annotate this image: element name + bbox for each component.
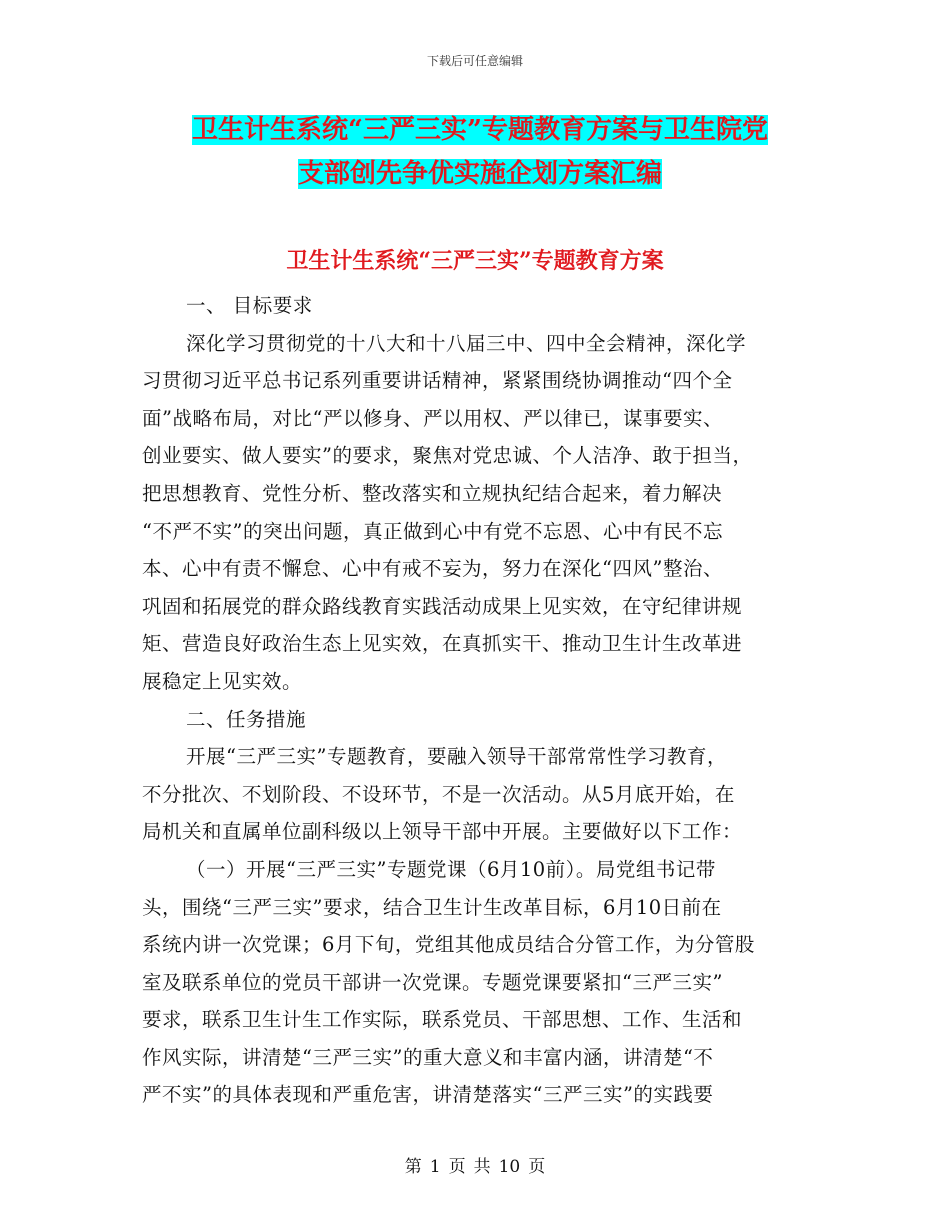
document-body [142,287,802,1114]
paragraph-line: 系统内讲一次党课；6月下旬，党组其他成员结合分管工作，为分管股 [142,933,755,957]
paragraph-line: 展稳定上见实效。 [142,669,303,693]
paragraph-line: 严不实”的具体表现和严重危害，讲清楚落实“三严三实”的实践要 [142,1083,714,1107]
paragraph-line: （一）开展“三严三实”专题党课（6月10前）。局党组书记带 [186,857,716,881]
paragraph-line: 巩固和拓展党的群众路线教育实践活动成果上见实效，在守纪律讲规 [142,594,743,618]
paragraph-line: 本、心中有责不懈怠、心中有戒不妄为，努力在深化“四风”整治、 [142,557,723,581]
paragraph-line: 不分批次、不划阶段、不设环节，不是一次活动。从5月底开始，在 [142,782,735,806]
paragraph-line: 室及联系单位的党员干部讲一次党课。专题党课要紧扣“三严三实” [142,970,723,994]
paragraph-line: 作风实际，讲清楚“三严三实”的重大意义和丰富内涵，讲清楚“不 [142,1045,714,1069]
paragraph-line: 要求，联系卫生计生工作实际，联系党员、干部思想、工作、生活和 [142,1008,743,1032]
footer-prefix: 第 [404,1157,422,1177]
title-highlight-1: 卫生计生系统“三严三实”专题教育方案与卫生院党 [192,115,768,145]
paragraph-line: 开展“三严三实”专题教育，要融入领导干部常常性学习教育， [186,745,727,769]
paragraph-line: 面”战略布局，对比“严以修身、严以用权、严以律已，谋事要实、 [142,406,723,430]
paragraph-line: 头，围绕“三严三实”要求，结合卫生计生改革目标，6月10日前在 [142,895,722,919]
paragraph-line: 局机关和直属单位副科级以上领导干部中开展。主要做好以下工作： [142,820,743,844]
footer-page-number: 1 [429,1157,441,1177]
heading-goals: 一、 目标要求 [186,294,313,317]
document-title-line-1 [140,108,820,152]
document-title-line-2 [140,152,820,196]
footer-total-pages: 10 [498,1157,521,1177]
footer-total-prefix: 共 [473,1157,491,1177]
page-header: 下载后可任意编辑 [426,54,523,68]
heading-measures: 二、任务措施 [186,707,307,731]
footer-page-unit: 页 [448,1157,466,1177]
section-title: 卫生计生系统“三严三实”专题教育方案 [286,248,664,274]
footer-total-unit: 页 [528,1157,546,1177]
paragraph-line: 创业要实、做人要实”的要求，聚焦对党忠诚、个人洁净、敢于担当， [142,444,753,468]
paragraph-line: 习贯彻习近平总书记系列重要讲话精神，紧紧围绕协调推动“四个全 [142,369,733,393]
paragraph-line: 矩、营造良好政治生态上见实效，在真抓实干、推动卫生计生改革进 [142,632,743,656]
title-highlight-2: 支部创先争优实施企划方案汇编 [297,159,662,189]
paragraph-line: 把思想教育、党性分析、整改落实和立规执纪结合起来，着力解决 [142,481,723,505]
paragraph-line: 深化学习贯彻党的十八大和十八届三中、四中全会精神，深化学 [186,331,747,355]
paragraph-line: “不严不实”的突出问题，真正做到心中有党不忘恩、心中有民不忘 [142,519,723,543]
page-footer [0,1152,950,1177]
